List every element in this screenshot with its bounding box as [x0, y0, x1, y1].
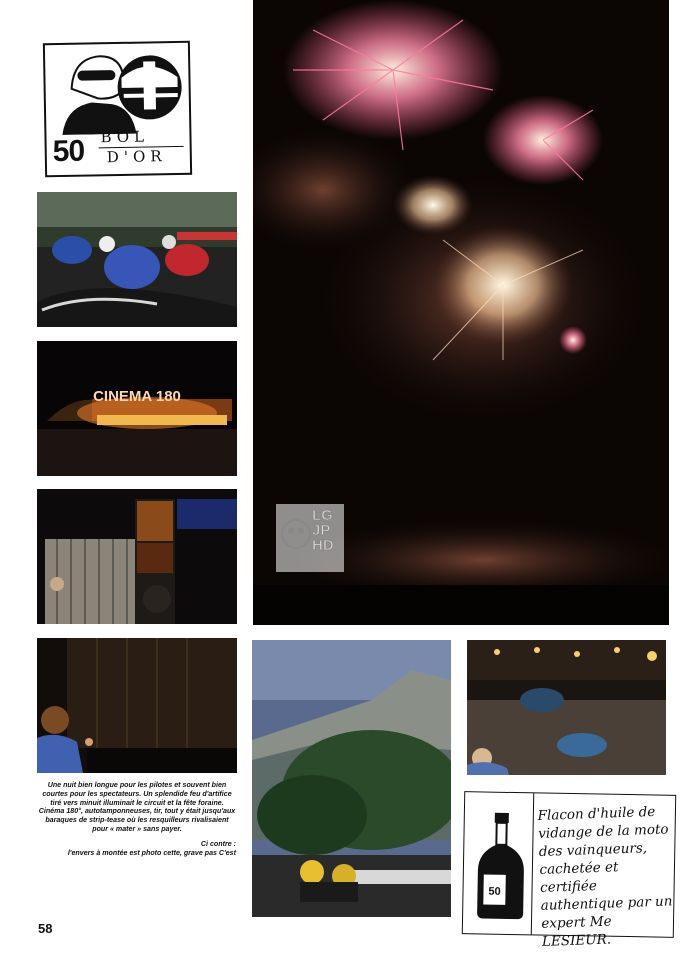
cinema-sign: CINEMA 180 [93, 388, 181, 405]
logo-number: 50 [52, 134, 85, 169]
note-line: vidange de la moto [537, 821, 669, 842]
caption-text: Une nuit bien longue pour les pilotes et souvent bien courtes pour les spectateurs. Un splendide feu d'artifice tiré vers minuit illuminait le circuit et la fête foraine. Cinéma 180°, autotamponneuses, tir, tout y était jusqu'aux baraques de strip-tease où les resquilleurs rivalisaient pour « mater » sans payer. [38, 781, 236, 833]
watermark-text: LG JP HD [312, 507, 334, 554]
photo-cinema-night [37, 341, 237, 476]
note-line: cachetée et certifiée [539, 859, 619, 896]
page-number: 58 [38, 921, 53, 936]
note-line: authentique par un [540, 893, 673, 914]
photo-bumper-cars [467, 640, 666, 775]
note-text [537, 802, 674, 951]
watermark [276, 504, 344, 572]
photo-caption [38, 781, 236, 857]
photo-fairground-booth [37, 489, 237, 624]
note-line: Flacon d'huile de [537, 803, 656, 824]
rider-sketch-icon [51, 47, 184, 135]
svg-text:50: 50 [488, 885, 501, 898]
caption-ci-text: l'envers à montée est photo cette, grave pas C'est [67, 848, 236, 857]
handwritten-note [462, 791, 676, 950]
photo-spectator [37, 638, 237, 773]
photo-mountain-bikes [252, 640, 451, 917]
note-line: expert Me LESIEUR. [541, 913, 612, 950]
logo-line2: D'OR [106, 147, 167, 167]
bol-dor-logo [43, 41, 192, 178]
oil-bottle-icon [471, 808, 531, 921]
photo-racing-bikes [37, 192, 237, 327]
note-line: des vainqueurs, [538, 840, 648, 860]
caption-ci-label: Ci contre : [200, 839, 236, 848]
logo-line1: BOL [100, 127, 150, 147]
